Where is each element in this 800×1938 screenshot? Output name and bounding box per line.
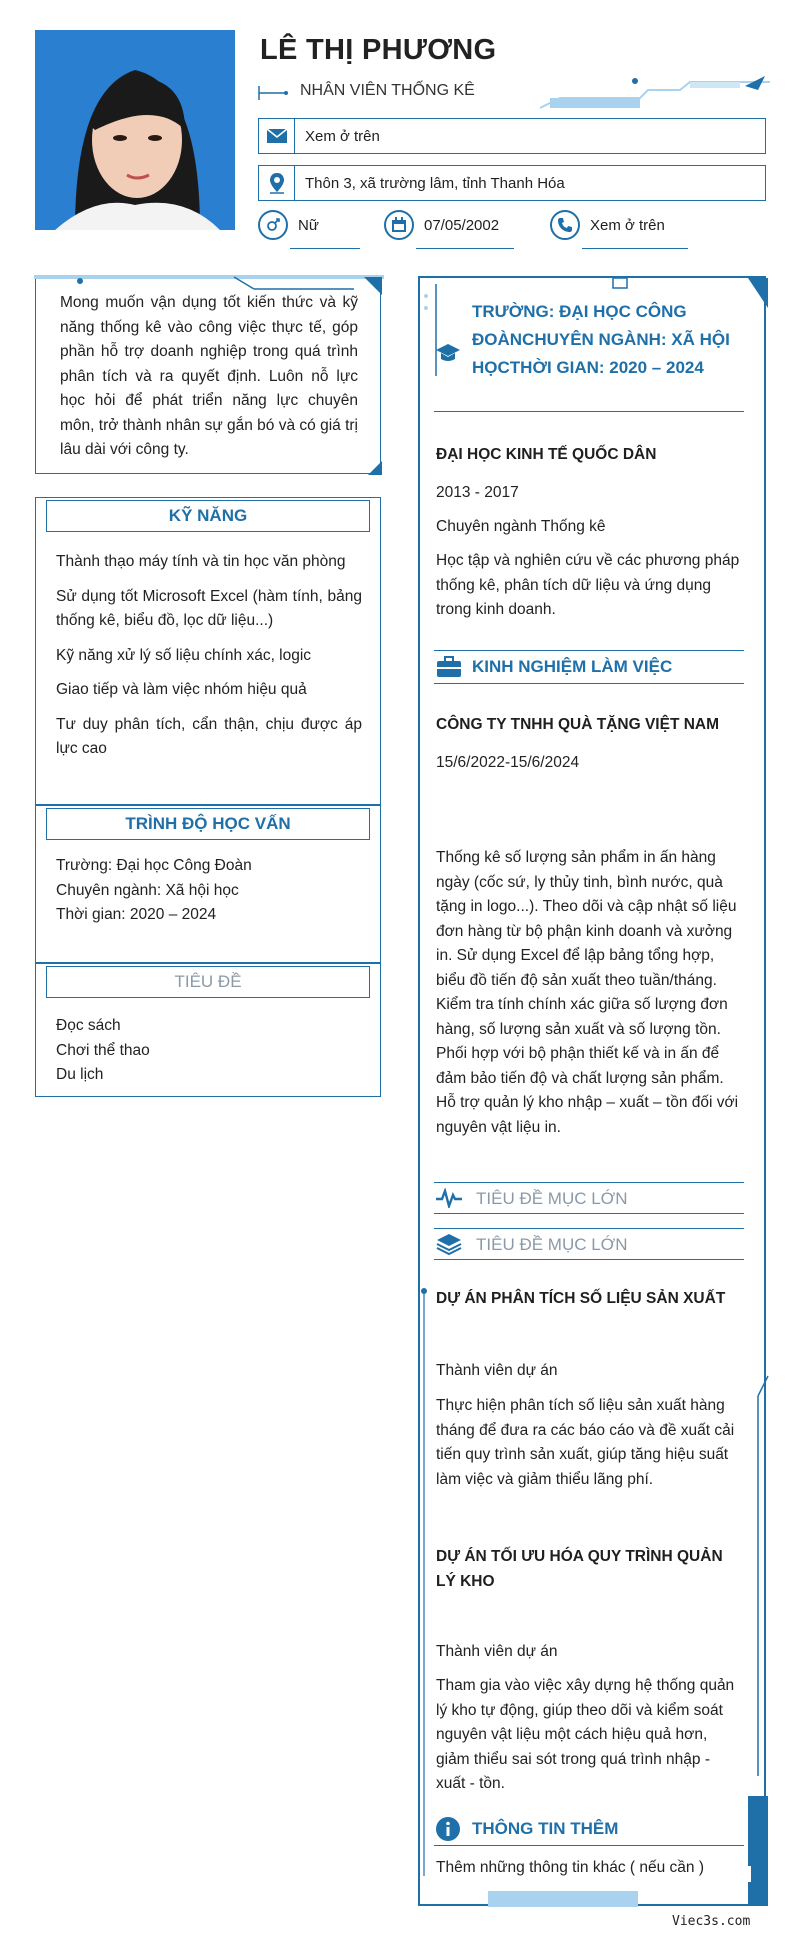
mail-icon: [259, 119, 295, 153]
full-name: LÊ THỊ PHƯƠNG: [260, 34, 497, 66]
skill-item: Tư duy phân tích, cẩn thận, chịu được áp lực cao: [56, 715, 362, 757]
experience-company: CÔNG TY TNHH QUÀ TẶNG VIỆT NAM: [436, 716, 720, 733]
phone-underline: [582, 248, 688, 249]
hobby-item: Chơi thể thao: [56, 1041, 150, 1059]
hobbies-list: [56, 1014, 362, 1088]
education-left-heading: TRÌNH ĐỘ HỌC VẤN: [46, 808, 370, 840]
email-row: [258, 118, 766, 154]
skill-item: Kỹ năng xử lý số liệu chính xác, logic: [56, 646, 312, 664]
objective-text: Mong muốn vận dụng tốt kiến thức và kỹ năng thống kê vào công việc thực tế, góp phần hỗ trợ doanh nghiệp trong quá trình phân tích và ra quyết định. Luôn nỗ lực học hỏi để phát triển năng lực chuyên môn, trở thành nhân sự gắn bó và có giá trị lâu dài với công ty.: [60, 294, 358, 458]
watermark: Viec3s.com: [672, 1914, 751, 1929]
education-left-panel: [35, 805, 381, 963]
gender-underline: [290, 248, 360, 249]
skill-item: Sử dụng tốt Microsoft Excel (hàm tính, bảng thống kê, biểu đồ, lọc dữ liệu...): [56, 587, 362, 629]
birthday-underline: [416, 248, 514, 249]
briefcase-icon: [436, 656, 462, 683]
education-major: Chuyên ngành Thống kê: [436, 518, 606, 535]
placeholder-section-2: [434, 1228, 744, 1260]
placeholder-section-1: [434, 1182, 744, 1214]
hobbies-panel: [35, 963, 381, 1097]
experience-heading: KINH NGHIỆM LÀM VIỆC: [472, 657, 673, 676]
gender-text: Nữ: [298, 216, 319, 234]
education-right-heading: TRƯỜNG: ĐẠI HỌC CÔNG ĐOÀNCHUYÊN NGÀNH: XÃ HỘI HỌCTHỜI GIAN: 2020 – 2024: [472, 302, 730, 377]
email-text: Xem ở trên: [305, 127, 380, 145]
layers-icon: [436, 1233, 462, 1260]
placeholder-heading: TIÊU ĐỀ MỤC LỚN: [476, 1235, 628, 1254]
additional-header: [434, 1812, 744, 1846]
phone-icon: [550, 210, 580, 240]
hobby-item: Du lịch: [56, 1066, 104, 1083]
project-description: Thực hiện phân tích số liệu sản xuất hàng tháng để đưa ra các báo cáo và đề xuất cải tiến quy trình sản xuất, giúp tăng hiệu suất làm việc và giảm thiểu lãng phí.: [436, 1397, 735, 1488]
avatar: [35, 30, 235, 230]
experience-header: [434, 650, 744, 684]
address-row: [258, 165, 766, 201]
skills-heading: KỸ NĂNG: [46, 500, 370, 532]
education-left-line: Thời gian: 2020 – 2024: [56, 906, 217, 923]
education-description: Học tập và nghiên cứu về các phương pháp thống kê, phân tích dữ liệu và ứng dụng trong kinh doanh.: [436, 552, 740, 618]
experience-description: Thống kê số lượng sản phẩm in ấn hàng ngày (cốc sứ, ly thủy tinh, bình nước, quà tặng in logo...). Theo dõi và cập nhật số liệu đơn hàng từ bộ phận kinh doanh và xưởng in. Sử dụng Excel để lập bảng tổng hợp, biểu đồ tiến độ sản xuất theo tuần/tháng. Kiểm tra tính chính xác giữa số lượng đơn hàng, số lượng sản xuất và số lượng tồn. Phối hợp với bộ phận thiết kế và in ấn để đảm bảo tiến độ và chất lượng sản phẩm. Hỗ trợ quản lý kho nhập – xuất – tồn đối với nguyên vật liệu in.: [436, 849, 739, 1136]
skill-item: Giao tiếp và làm việc nhóm hiệu quả: [56, 681, 307, 698]
gender-item: [258, 210, 319, 240]
education-left-line: Chuyên ngành: Xã hội học: [56, 881, 239, 899]
project-name: DỰ ÁN TỐI ƯU HÓA QUY TRÌNH QUẢN LÝ KHO: [436, 1548, 723, 1590]
job-title: NHÂN VIÊN THỐNG KÊ: [300, 82, 475, 99]
calendar-icon: [384, 210, 414, 240]
pulse-icon: [436, 1188, 462, 1213]
title-line-icon: [258, 86, 288, 100]
hobbies-heading: TIÊU ĐỀ: [46, 966, 370, 998]
skill-item: Thành thạo máy tính và tin học văn phòng: [56, 553, 346, 570]
project-role: Thành viên dự án: [436, 1643, 558, 1660]
education-period: 2013 - 2017: [436, 484, 519, 501]
education-right-header: [434, 294, 744, 412]
skills-list: [56, 550, 362, 772]
header-decoration: [540, 76, 770, 112]
additional-heading: THÔNG TIN THÊM: [472, 1819, 619, 1838]
education-left-line: Trường: Đại học Công Đoàn: [56, 857, 252, 874]
additional-text: Thêm những thông tin khác ( nếu cần ): [436, 1859, 705, 1876]
project-role: Thành viên dự án: [436, 1362, 558, 1379]
info-icon: [436, 1817, 460, 1846]
hobby-item: Đọc sách: [56, 1017, 121, 1034]
education-school: ĐẠI HỌC KINH TẾ QUỐC DÂN: [436, 446, 657, 463]
placeholder-heading: TIÊU ĐỀ MỤC LỚN: [476, 1189, 628, 1208]
education-left-lines: [56, 854, 362, 928]
graduation-cap-icon: [436, 342, 460, 369]
project-description: Tham gia vào việc xây dựng hệ thống quản lý kho tự động, giúp theo dõi và kiểm soát nguyên vật liệu một cách hiệu quả hơn, giảm thiểu sai sót trong quá trình nhập - xuất - tồn.: [436, 1677, 735, 1792]
location-icon: [259, 166, 295, 200]
phone-text: Xem ở trên: [590, 216, 665, 234]
experience-period: 15/6/2022-15/6/2024: [436, 754, 580, 771]
phone-item: [550, 210, 665, 240]
gender-icon: [258, 210, 288, 240]
address-text: Thôn 3, xã trường lâm, tỉnh Thanh Hóa: [305, 174, 565, 192]
objective-panel: [35, 276, 381, 474]
skills-panel: [35, 497, 381, 805]
birthday-text: 07/05/2002: [424, 216, 500, 234]
project-name: DỰ ÁN PHÂN TÍCH SỐ LIỆU SẢN XUẤT: [436, 1290, 726, 1307]
birthday-item: [384, 210, 499, 240]
